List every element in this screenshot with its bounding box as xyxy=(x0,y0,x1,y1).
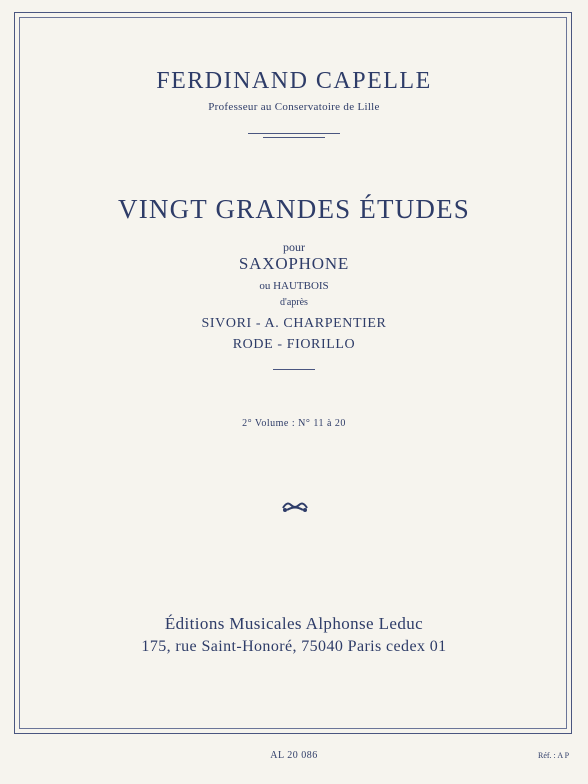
alternative-instrument: ou HAUTBOIS xyxy=(259,280,329,292)
divider-double-bottom xyxy=(263,137,325,138)
composers-line-2: RODE - FIORILLO xyxy=(232,337,356,352)
after-label: d'après xyxy=(280,297,308,308)
volume-label: 2° Volume : N° 11 à 20 xyxy=(242,418,346,429)
pour-label: pour xyxy=(283,240,305,254)
reference-code: Réf. : A P xyxy=(538,751,570,760)
publisher-name: Éditions Musicales Alphonse Leduc xyxy=(164,614,424,633)
ornament-icon xyxy=(281,499,309,513)
publisher-address: 175, rue Saint-Honoré, 75040 Paris cedex 01 xyxy=(141,638,447,655)
composers-line-1: SIVORI - A. CHARPENTIER xyxy=(201,316,387,331)
author-title: Professeur au Conservatoire de Lille xyxy=(208,101,380,113)
instrument-label: SAXOPHONE xyxy=(238,254,350,273)
author-name: FERDINAND CAPELLE xyxy=(156,68,432,94)
work-title: VINGT GRANDES ÉTUDES xyxy=(118,194,470,224)
catalog-number: AL 20 086 xyxy=(270,750,318,761)
divider-short xyxy=(273,369,315,370)
divider-double-top xyxy=(248,133,340,134)
